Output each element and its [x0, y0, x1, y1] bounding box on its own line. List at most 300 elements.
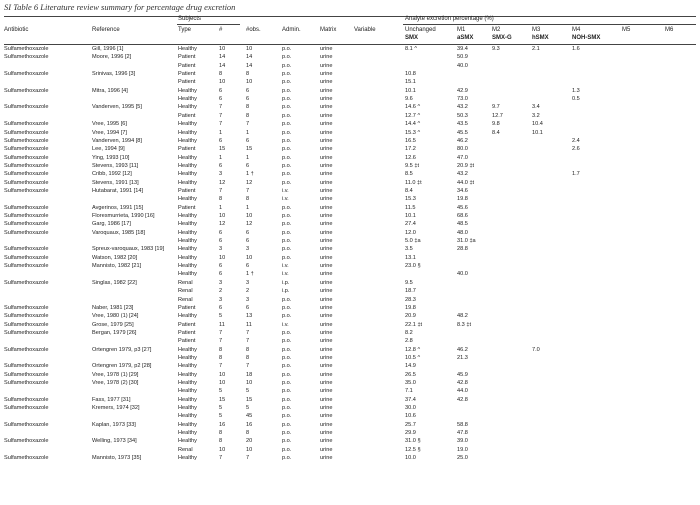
- table-cell: Naber, 1981 [23]: [92, 304, 134, 311]
- table-cell: urine: [320, 338, 333, 345]
- table-cell: Patient: [178, 79, 196, 86]
- table-cell: 14.4 ^: [405, 121, 421, 128]
- table-cell: Healthy: [178, 271, 197, 278]
- table-cell: Fass, 1977 [31]: [92, 396, 131, 403]
- table-cell: Mannisto, 1973 [35]: [92, 455, 142, 462]
- table-cell: 12: [246, 179, 253, 186]
- table-cell: 8: [246, 104, 250, 111]
- table-cell: 39.4: [457, 46, 468, 52]
- table-cell: Healthy: [178, 438, 197, 445]
- table-cell: p.o.: [282, 71, 292, 77]
- table-cell: 7: [219, 121, 223, 128]
- analyte-group-header: Analyte excretion percentage (%): [405, 16, 494, 22]
- table-cell: urine: [320, 46, 333, 52]
- table-cell: 29.9: [405, 430, 416, 437]
- table-cell: p.o.: [282, 96, 292, 103]
- table-cell: 7: [219, 338, 223, 345]
- table-cell: 9.6: [405, 96, 413, 103]
- table-cell: Varoquaux, 1985 [18]: [92, 229, 146, 236]
- table-cell: 68.6: [457, 213, 468, 219]
- table-cell: 43.2: [457, 171, 468, 178]
- table-cell: urine: [320, 62, 333, 69]
- table-cell: Patient: [178, 329, 196, 336]
- table-cell: p.o.: [282, 62, 292, 69]
- table-cell: 6: [219, 162, 223, 169]
- table-cell: 13.1: [405, 254, 416, 261]
- table-cell: 17.2: [405, 146, 416, 153]
- table-cell: Renal: [178, 288, 193, 295]
- table-cell: p.o.: [282, 104, 292, 111]
- table-cell: p.o.: [282, 112, 292, 119]
- table-cell: urine: [320, 421, 333, 428]
- table-cell: urine: [320, 71, 333, 77]
- table-cell: 7: [246, 329, 250, 336]
- table-cell: Renal: [178, 296, 193, 303]
- column-header-m6: M6: [665, 27, 674, 33]
- table-cell: urine: [320, 321, 333, 328]
- table-cell: 6: [219, 229, 223, 236]
- table-cell: 10: [246, 380, 253, 386]
- table-cell: 8.4: [492, 129, 500, 136]
- table-cell: 6: [246, 238, 250, 244]
- table-cell: Sulfamethoxazole: [4, 71, 49, 77]
- table-cell: p.o.: [282, 221, 292, 228]
- table-cell: urine: [320, 79, 333, 86]
- table-cell: Sulfamethoxazole: [4, 221, 49, 228]
- table-cell: 40.0: [457, 271, 468, 278]
- table-cell: 10: [246, 79, 253, 86]
- table-cell: 10: [219, 371, 226, 378]
- table-cell: Patient: [178, 71, 196, 77]
- table-cell: p.o.: [282, 137, 292, 144]
- table-cell: 15: [219, 146, 226, 153]
- table-cell: 9.5 ‡t: [405, 162, 419, 169]
- table-cell: p.o.: [282, 421, 292, 428]
- table-cell: Healthy: [178, 413, 197, 420]
- table-cell: 10: [219, 254, 226, 261]
- table-cell: p.o.: [282, 171, 292, 178]
- table-cell: urine: [320, 405, 333, 412]
- table-cell: 16: [219, 421, 226, 428]
- table-cell: 10: [219, 79, 226, 86]
- table-cell: urine: [320, 171, 333, 178]
- table-cell: 10.1: [405, 213, 416, 219]
- table-cell: Gill, 1996 [1]: [92, 46, 124, 52]
- table-cell: 10.6: [405, 413, 416, 420]
- table-cell: Garg, 1986 [17]: [92, 221, 131, 228]
- table-cell: p.o.: [282, 438, 292, 445]
- table-cell: p.o.: [282, 354, 292, 361]
- table-cell: 1: [219, 129, 223, 136]
- table-cell: 7: [246, 455, 250, 462]
- table-cell: urine: [320, 388, 333, 395]
- table-cell: 9.3: [492, 46, 500, 52]
- table-cell: 2.1: [532, 46, 540, 52]
- table-cell: p.o.: [282, 204, 292, 211]
- table-cell: Healthy: [178, 421, 197, 428]
- table-cell: 11: [219, 321, 225, 328]
- table-cell: 19.8: [457, 196, 468, 203]
- table-cell: 1: [219, 204, 223, 211]
- table-cell: i.v.: [282, 187, 289, 194]
- table-cell: 47.0: [457, 154, 468, 161]
- table-cell: Ortengren 1979, p2 [28]: [92, 363, 152, 370]
- table-cell: 44.0 ‡t: [457, 179, 475, 186]
- table-cell: Vree, 1978 (1) [29]: [92, 371, 139, 378]
- table-cell: 45.5: [457, 129, 468, 136]
- table-cell: Stevens, 1991 [13]: [92, 179, 139, 186]
- column-header-obs: #obs.: [246, 27, 261, 33]
- table-cell: Healthy: [178, 313, 197, 320]
- table-cell: 34.6: [457, 187, 468, 194]
- table-cell: Mannisto, 1982 [21]: [92, 263, 142, 270]
- table-cell: 7: [246, 338, 250, 345]
- table-cell: Sulfamethoxazole: [4, 313, 49, 320]
- table-cell: 1: [246, 129, 250, 136]
- table-cell: Srinivas, 1996 [3]: [92, 71, 136, 77]
- table-cell: 7: [219, 363, 223, 370]
- table-cell: 5: [246, 388, 250, 395]
- table-cell: Healthy: [178, 154, 197, 161]
- table-cell: 80.0: [457, 146, 468, 153]
- table-cell: 14: [219, 54, 226, 61]
- table-cell: 73.0: [457, 96, 468, 103]
- table-cell: urine: [320, 137, 333, 144]
- table-cell: Healthy: [178, 346, 197, 353]
- table-cell: Sulfamethoxazole: [4, 229, 49, 236]
- column-header-unchanged: Unchanged: [405, 27, 436, 33]
- table-cell: 43.2: [457, 104, 468, 111]
- table-cell: 3: [219, 246, 223, 253]
- table-cell: Healthy: [178, 221, 197, 228]
- table-cell: Sulfamethoxazole: [4, 380, 49, 386]
- column-header-type: Type: [178, 27, 192, 33]
- table-cell: 7: [246, 187, 250, 194]
- table-cell: p.o.: [282, 329, 292, 336]
- table-cell: Sulfamethoxazole: [4, 137, 49, 144]
- table-cell: i.v.: [282, 271, 289, 278]
- table-cell: 8.4: [405, 187, 413, 194]
- table-cell: 12: [246, 221, 253, 228]
- table-cell: 16.5: [405, 137, 416, 144]
- table-cell: Mitra, 1996 [4]: [92, 87, 128, 94]
- table-cell: Sulfamethoxazole: [4, 46, 49, 52]
- table-cell: p.o.: [282, 121, 292, 128]
- table-cell: 3: [219, 279, 223, 286]
- subheader-asmx: aSMX: [457, 35, 474, 41]
- table-caption: SI Table 6 Literature review summary for percentage drug excretion: [4, 2, 236, 12]
- table-cell: Sulfamethoxazole: [4, 263, 49, 270]
- subheader-smx: SMX: [405, 35, 419, 41]
- table-cell: i.v.: [282, 263, 289, 270]
- table-cell: Healthy: [178, 171, 197, 178]
- table-cell: Healthy: [178, 121, 197, 128]
- table-cell: 15.3 ^: [405, 129, 421, 136]
- table-cell: Healthy: [178, 263, 197, 270]
- table-cell: urine: [320, 187, 333, 194]
- top-rule: [4, 16, 696, 17]
- table-cell: 5: [219, 405, 223, 412]
- table-cell: p.o.: [282, 346, 292, 353]
- analyte-rule: [403, 24, 696, 25]
- table-cell: p.o.: [282, 146, 292, 153]
- table-cell: 14: [219, 62, 226, 69]
- table-cell: 10: [219, 446, 226, 453]
- table-cell: Sulfamethoxazole: [4, 179, 49, 186]
- table-cell: 7: [246, 121, 250, 128]
- table-cell: p.o.: [282, 313, 292, 320]
- table-cell: 1.7: [572, 171, 580, 178]
- table-cell: 15.3: [405, 196, 416, 203]
- table-cell: 5: [219, 388, 223, 395]
- table-cell: 16: [246, 421, 253, 428]
- table-cell: 6: [219, 304, 223, 311]
- table-cell: 2.8: [405, 338, 413, 345]
- table-cell: 30.0: [405, 405, 416, 412]
- table-cell: 39.0: [457, 438, 468, 445]
- table-cell: 8.2: [405, 329, 413, 336]
- table-cell: 6: [219, 87, 223, 94]
- table-cell: 25.0: [457, 455, 468, 462]
- table-cell: 12.5 §: [405, 446, 421, 453]
- table-cell: 40.0: [457, 62, 468, 69]
- table-cell: Patient: [178, 54, 196, 61]
- table-cell: urine: [320, 204, 333, 211]
- table-cell: 9.5: [405, 279, 413, 286]
- table-cell: Sulfamethoxazole: [4, 279, 49, 286]
- table-cell: 8.5: [405, 171, 413, 178]
- column-header-m5: M5: [622, 27, 631, 33]
- table-cell: i.v.: [282, 196, 289, 203]
- table-cell: Patient: [178, 146, 196, 153]
- table-cell: Lee, 1994 [9]: [92, 146, 125, 153]
- table-cell: 1: [246, 204, 250, 211]
- table-cell: 15: [219, 396, 226, 403]
- column-header-m1: M1: [457, 27, 466, 33]
- table-cell: 22.1 ‡t: [405, 321, 423, 328]
- table-cell: Healthy: [178, 229, 197, 236]
- table-cell: p.o.: [282, 338, 292, 345]
- table-cell: Patient: [178, 304, 196, 311]
- table-cell: 58.8: [457, 421, 468, 428]
- table-cell: Healthy: [178, 238, 197, 244]
- table-cell: Vanderven, 1995 [5]: [92, 104, 142, 111]
- table-cell: 12.7 ^: [405, 112, 421, 119]
- table-cell: Ying, 1993 [10]: [92, 154, 130, 161]
- table-cell: 8: [219, 438, 223, 445]
- table-cell: Floresmurrieta, 1990 [16]: [92, 213, 155, 219]
- table-cell: p.o.: [282, 246, 292, 253]
- table-cell: Sulfamethoxazole: [4, 204, 49, 211]
- table-cell: urine: [320, 329, 333, 336]
- table-cell: Spreux-varoquaux, 1983 [19]: [92, 246, 165, 253]
- table-cell: Sulfamethoxazole: [4, 162, 49, 169]
- table-cell: urine: [320, 346, 333, 353]
- table-cell: urine: [320, 354, 333, 361]
- table-cell: 8: [219, 71, 223, 77]
- table-cell: 6: [246, 96, 250, 103]
- table-cell: 48.0: [457, 229, 468, 236]
- table-cell: 2: [246, 288, 250, 295]
- table-cell: 27.4: [405, 221, 416, 228]
- table-cell: 5: [219, 413, 223, 420]
- table-cell: 6: [246, 229, 250, 236]
- table-cell: Cribb, 1992 [12]: [92, 171, 132, 178]
- table-cell: 8: [219, 354, 223, 361]
- table-cell: Sulfamethoxazole: [4, 346, 49, 353]
- table-cell: 9.8: [492, 121, 500, 128]
- table-cell: 7: [219, 112, 223, 119]
- table-cell: Patient: [178, 321, 196, 328]
- table-cell: p.o.: [282, 446, 292, 453]
- table-cell: urine: [320, 304, 333, 311]
- table-cell: Sulfamethoxazole: [4, 421, 49, 428]
- table-cell: 1.3: [572, 87, 580, 94]
- table-cell: 7: [219, 187, 223, 194]
- table-cell: 5: [219, 313, 223, 320]
- table-cell: Healthy: [178, 396, 197, 403]
- table-cell: Ortengren 1979, p3 [27]: [92, 346, 152, 353]
- table-cell: 50.9: [457, 54, 468, 61]
- table-cell: Healthy: [178, 87, 197, 94]
- table-cell: Kaplan, 1973 [33]: [92, 421, 136, 428]
- table-cell: p.o.: [282, 254, 292, 261]
- table-cell: Healthy: [178, 455, 197, 462]
- table-cell: 8: [246, 71, 250, 77]
- table-cell: 8: [246, 354, 250, 361]
- table-cell: Patient: [178, 187, 196, 194]
- table-cell: Vree, 1980 (1) [24]: [92, 313, 139, 320]
- table-cell: 6: [219, 137, 223, 144]
- table-cell: 11.5: [405, 204, 416, 211]
- table-cell: 14.9: [405, 363, 416, 370]
- table-cell: urine: [320, 87, 333, 94]
- table-cell: urine: [320, 271, 333, 278]
- table-cell: Sulfamethoxazole: [4, 329, 49, 336]
- table-cell: urine: [320, 380, 333, 386]
- table-cell: 8: [219, 196, 223, 203]
- table-cell: 19.0: [457, 446, 468, 453]
- column-header-matrix: Matrix: [320, 27, 337, 33]
- table-cell: 47.8: [457, 430, 468, 437]
- table-cell: 6: [246, 263, 250, 270]
- table-cell: 43.5: [457, 121, 468, 128]
- table-cell: 11: [246, 321, 252, 328]
- table-cell: Stevens, 1993 [11]: [92, 162, 139, 169]
- table-cell: urine: [320, 121, 333, 128]
- table-cell: i.p.: [282, 279, 290, 286]
- table-cell: Patient: [178, 112, 196, 119]
- column-header-m2: M2: [492, 27, 501, 33]
- table-cell: Sulfamethoxazole: [4, 396, 49, 403]
- table-cell: Sulfamethoxazole: [4, 54, 49, 61]
- table-cell: p.o.: [282, 388, 292, 395]
- table-cell: 10: [246, 446, 253, 453]
- table-cell: 3.5: [405, 246, 413, 253]
- table-cell: Healthy: [178, 196, 197, 203]
- table-cell: Sulfamethoxazole: [4, 121, 49, 128]
- table-cell: p.o.: [282, 296, 292, 303]
- table-cell: 6: [246, 87, 250, 94]
- table-cell: i.v.: [282, 321, 289, 328]
- table-cell: 3: [219, 296, 223, 303]
- table-cell: 10: [246, 254, 253, 261]
- table-cell: Sulfamethoxazole: [4, 154, 49, 161]
- table-cell: 15: [246, 396, 253, 403]
- table-cell: 31.0 §: [405, 438, 421, 445]
- table-cell: 50.3: [457, 112, 468, 119]
- table-cell: 46.2: [457, 346, 468, 353]
- table-cell: urine: [320, 221, 333, 228]
- table-cell: Vree, 1994 [7]: [92, 129, 127, 136]
- table-cell: 10: [246, 46, 253, 52]
- table-cell: Sulfamethoxazole: [4, 321, 49, 328]
- table-cell: 7.0: [532, 346, 540, 353]
- table-cell: 10: [219, 380, 226, 386]
- table-cell: Sulfamethoxazole: [4, 304, 49, 311]
- table-cell: p.o.: [282, 213, 292, 219]
- table-cell: Renal: [178, 279, 193, 286]
- table-cell: urine: [320, 279, 333, 286]
- table-cell: Sulfamethoxazole: [4, 246, 49, 253]
- table-cell: 20: [246, 438, 253, 445]
- table-cell: 7.1: [405, 388, 413, 395]
- table-cell: p.o.: [282, 238, 292, 244]
- table-cell: Patient: [178, 204, 196, 211]
- table-cell: 8.1 ^: [405, 46, 417, 52]
- table-cell: Sulfamethoxazole: [4, 187, 49, 194]
- table-cell: Healthy: [178, 354, 197, 361]
- table-cell: Watson, 1982 [20]: [92, 254, 138, 261]
- table-cell: urine: [320, 430, 333, 437]
- table-cell: Welling, 1973 [34]: [92, 438, 137, 445]
- table-cell: urine: [320, 438, 333, 445]
- table-cell: 12.6: [405, 154, 416, 161]
- table-cell: 3.4: [532, 104, 540, 111]
- table-cell: 42.8: [457, 380, 468, 386]
- table-cell: Sulfamethoxazole: [4, 455, 49, 462]
- table-cell: urine: [320, 238, 333, 244]
- table-cell: 3: [246, 296, 250, 303]
- table-cell: urine: [320, 371, 333, 378]
- table-cell: 6: [246, 137, 250, 144]
- table-cell: Healthy: [178, 213, 197, 219]
- table-cell: Healthy: [178, 371, 197, 378]
- table-cell: 8: [246, 112, 250, 119]
- table-cell: urine: [320, 396, 333, 403]
- table-cell: Healthy: [178, 129, 197, 136]
- table-cell: p.o.: [282, 79, 292, 86]
- table-cell: urine: [320, 104, 333, 111]
- table-cell: Vanderven, 1994 [8]: [92, 137, 142, 144]
- table-cell: Sulfamethoxazole: [4, 213, 49, 219]
- table-cell: Healthy: [178, 405, 197, 412]
- table-cell: 28.3: [405, 296, 416, 303]
- table-cell: 7: [219, 329, 223, 336]
- table-cell: p.o.: [282, 455, 292, 462]
- table-cell: urine: [320, 263, 333, 270]
- table-cell: Sulfamethoxazole: [4, 104, 49, 111]
- table-cell: urine: [320, 179, 333, 186]
- table-cell: 2.6: [572, 146, 580, 153]
- table-cell: Sulfamethoxazole: [4, 371, 49, 378]
- column-header-reference: Reference: [92, 27, 120, 33]
- table-cell: Healthy: [178, 246, 197, 253]
- table-cell: 48.2: [457, 313, 468, 320]
- table-cell: urine: [320, 229, 333, 236]
- table-cell: urine: [320, 246, 333, 253]
- table-cell: urine: [320, 254, 333, 261]
